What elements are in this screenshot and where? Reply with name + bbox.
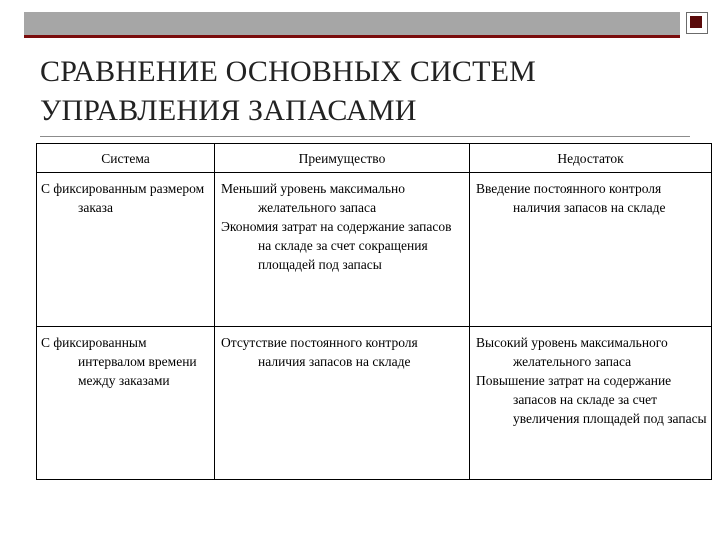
- table-cell-system: [37, 173, 215, 327]
- header-advantage: Преимущество: [215, 144, 470, 173]
- table-row: [37, 173, 712, 327]
- advantage-item: Экономия затрат на содержание запасов на складе за счет сокращения площадей под запасы: [221, 219, 452, 272]
- table-cell-advantage: [215, 173, 470, 327]
- disadvantage-item: Повышение затрат на содержание запасов на складе за счет увеличения площадей под запасы: [476, 373, 707, 426]
- table-row: [37, 327, 712, 480]
- slide-title: [40, 52, 680, 130]
- header-disadvantage: Недостаток: [470, 144, 712, 173]
- corner-square-fill: [690, 16, 702, 28]
- title-divider: [40, 136, 690, 137]
- slide-title-line-2: УПРАВЛЕНИЯ ЗАПАСАМИ: [40, 94, 417, 127]
- advantage-item: Меньший уровень максимально желательного запаса: [221, 181, 406, 215]
- table-cell-disadvantage: [470, 173, 712, 327]
- advantage-item: Отсутствие постоянного контроля наличия запасов на складе: [221, 335, 418, 369]
- system-text: С фиксированным размером заказа: [41, 181, 205, 215]
- system-text: С фиксированным интервалом времени между заказами: [41, 335, 197, 388]
- table-cell-system: [37, 327, 215, 480]
- slide-title-line-1: СРАВНЕНИЕ ОСНОВНЫХ СИСТЕМ: [40, 55, 537, 88]
- header-system: Система: [37, 144, 215, 173]
- table-cell-advantage: [215, 327, 470, 480]
- disadvantage-item: Введение постоянного контроля наличия запасов на складе: [476, 181, 666, 215]
- table-header-row: [37, 144, 712, 173]
- table-cell-disadvantage: [470, 327, 712, 480]
- disadvantage-item: Высокий уровень максимального желательного запаса: [476, 335, 668, 369]
- top-decorative-bar: [24, 12, 680, 38]
- comparison-table: [36, 143, 712, 480]
